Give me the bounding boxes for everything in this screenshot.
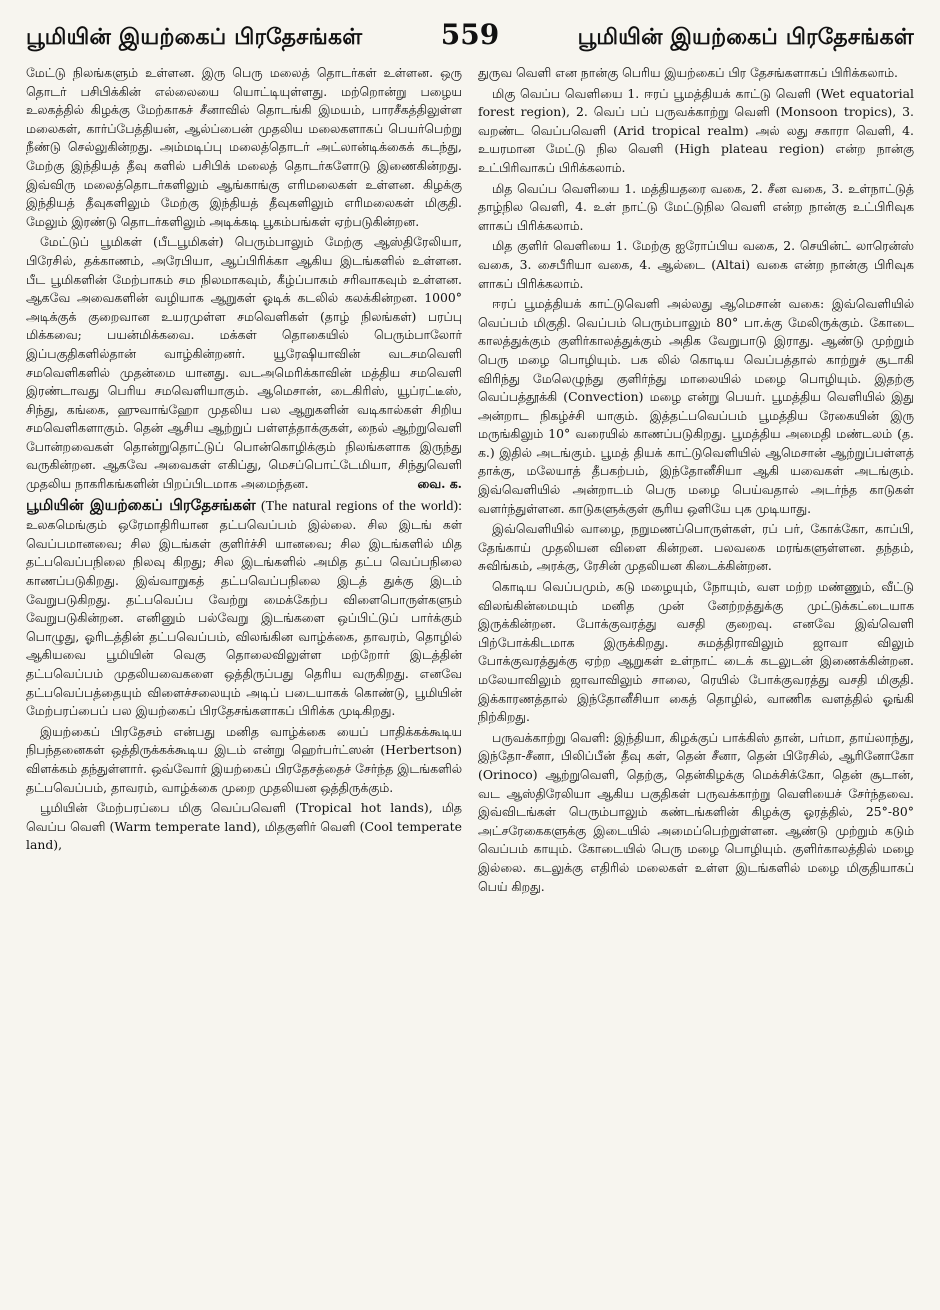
paragraph: ஈரப் பூமத்தியக் காட்டுவெளி அல்லது ஆமெசான் வகை: இவ்வெளியில் வெப்பம் மிகுதி. வெப்பம் பெரும்பாலும் 80° பா.க்கு மேலிருக்கும். கோடை காலத்துக்கும் குளிர்காலத்துக்கும் அதிக வேறுபாடு இராது. ஆண்டு முற்றும் பெரு மழை பொழியும். பக லில் கொடிய வெப்பத்தால் காற்றுச் சூடாகி விரிந்து மேலெழுந்து குளிர்ந்து மாலையில் மழை பொழியும். இதற்கு வெப்பத்தூக்கி (Convection) மழை என்று பெயர். பூமத்திய வெளியில் இது அன்றாட நிகழ்ச்சி யாகும். இத்தட்பவெப்பம் பூமத்திய ரேகையின் இரு மருங்கிலும் 10° வரையில் காணப்படுகிறது. பூமத்திய அமைதி மண்டலம் (த. க.) இதில் அடங்கும். பூமத் தியக் காட்டுவெளியில் ஆமெசான் ஆற்றுப்பள்ளத் தாக்கு, மலேயாத் தீபகற்பம், இந்தோனீசியா ஆகி யவைகள் அடங்கும். இவ்வெளியில் அன்றாடம் பெரு மழை பெய்வதால் அடர்ந்த காடுகள் வளர்ந்துள்ளன. காடுகளுக்குள் சூரிய ஒளியே புக முடியாது. [478,296,914,516]
paragraph: இயற்கைப் பிரதேசம் என்பது மனித வாழ்க்கை யைப் பாதிக்கக்கூடிய நிபந்தனைகள் ஒத்திருக்கக்கூடிய இடம் என்று ஹெர்பர்ட்ஸன் (Herbertson) விளக்கம் தந்துள்ளார். ஒவ்வோர் இயற்கைப் பிரதேசத்தைச் சேர்ந்த இடங்களில் தட்பவெப்பம், தாவரம், வாழ்க்கை முறை முதலியன ஒத்திருக்கும். [26,723,462,795]
page-number: 559 [440,18,500,51]
section-heading-tamil: பூமியின் இயற்கைப் பிரதேசங்கள் [26,495,256,514]
section-heading-english: (The natural regions of the world): [261,498,462,514]
paragraph-text: உலகமெங்கும் ஒரேமாதிரியான தட்பவெப்பம் இல்லை. சில இடங் கள் வெப்பமானவை; சில இடங்கள் குளிர்ச்சி யானவை; சில இடங்களில் மித தட்பவெப்பநிலை நிலவு கிறது; சில இடங்களில் அமித தட்ப வெப்பநிலை காணப்படுகிறது. இவ்வாறுகத் தட்பவெப்பநிலை இடத் துக்கு இடம் வேறுபடுகிறது. தட்பவெப்ப வேற்று மைக்கேற்ப விளைபொருள்களும் வேறுபடுகின்றன. எனினும் பல்வேறு இடங்களை ஒப்பிட்டுப் பார்க்கும் பொழுது, ஓரிடத்தின் தட்பவெப்பம், விலங்கின வாழ்க்கை, தாவரம், தொழில் ஆகியவை பூமியின் வெகு தொலைவிலுள்ள மற்றோர் இடத்தின் தட்பவெப்பம் முதலியவைகளை ஒத்திருப்பது தெரிய வருகிறது. எனவே தட்பவெப்பத்தையும் விளைச்சலையும் அடிப் படையாகக் கொண்டு, பூமியின் மேற்பரப்பைப் பல இயற்கைப் பிரதேசங்களாகப் பிரிக்க முடிகிறது. [26,517,462,719]
paragraph: மித குளிர் வெளியை 1. மேற்கு ஐரோப்பிய வகை, 2. செயின்ட் லாரென்ஸ் வகை, 3. சைபீரியா வகை, 4. ஆல்டை (Altai) வகை என்ற நான்கு பிரிவுக ளாகப் பிரிக்கலாம். [478,238,914,291]
right-column [478,64,914,1294]
left-column [26,64,462,1294]
right-running-title: பூமியின் இயற்கைப் பிரதேசங்கள் [577,24,914,50]
paragraph: மேட்டு நிலங்களும் உள்ளன. இரு பெரு மலைத் தொடர்கள் உள்ளன. ஒரு தொடர் பசிபிக்கின் எல்லையை யொட்டியுள்ளது. மற்றொன்று பழைய உலகத்தில் கிழக்கு மேற்காகச் சீனாவில் தொடங்கி இமயம், பாரசீகத்திலுள்ள மலைகள், கார்ப்பேத்தியன், ஆல்ப்பைன் முதலிய மலைகளாகப் பெயர்பெற்று நீண்டு செல்லுகின்றது. அம்மடிப்பு மலைத்தொடர் அட்லான்டிக்கைக் கடந்து, மேற்கு இந்தியத் தீவு களில் பசிபிக் மலைத் தொடர்களோடு இணைகின்றது. இவ்விரு மலைத்தொடர்களிலும் ஆங்காங்கு எரிமலைகள் உள்ளன. கிழக்கு இந்தியத் தீவுகளிலும் மேற்கு இந்தியத் தீவுகளிலும் எரிமலைகள் மிகுதி. மேலும் இரண்டு தொடர்களிலும் அடிக்கடி பூகம்பங்கள் ஏற்படுகின்றன. [26,65,462,229]
paragraph: மிகு வெப்ப வெளியை 1. ஈரப் பூமத்தியக் காட்டு வெளி (Wet equatorial forest region), 2. வெப் பப் பருவக்காற்று வெளி (Monsoon tropics), 3. வறண்ட வெப்பவெளி (Arid tropical realm) அல் லது சகாரா வெளி, 4. உயரமான மேட்டு நில வெளி (High plateau region) என்ற நான்கு உட்பிரிவாகப் பிரிக்கலாம். [478,85,914,175]
paragraph: கொடிய வெப்பமும், கடு மழையும், நோயும், வள மற்ற மண்ணும், வீட்டு விலங்கின்மையும் மனித முன் னேற்றத்துக்கு முட்டுக்கட்டையாக இருக்கின்றன. போக்குவரத்து வசதி குறைவு. எனவே இவ்வெளி பிற்போக்கிடமாக இருக்கிறது. சுமத்திராவிலும் ஜாவா விலும் போக்குவரத்துக்கு ஏற்ற ஆறுகள் உள்நாட் டைக் கடலுடன் இணைக்கின்றன. மலேயாவிலும் ஜாவாவிலும் சாலை, ரெயில் போக்குவரத்து வசதி மிகுதி. இக்காரணத்தால் இந்தோனீசியா கைத் தொழில், வாணிக வளத்தில் ஓங்கி நிற்கிறது. [478,579,914,725]
paragraph: துருவ வெளி என நான்கு பெரிய இயற்கைப் பிர தேசங்களாகப் பிரிக்கலாம். [478,65,898,80]
two-column-body [26,64,914,1294]
left-running-title: பூமியின் இயற்கைப் பிரதேசங்கள் [26,24,363,50]
paragraph: மித வெப்ப வெளியை 1. மத்தியதரை வகை, 2. சீன வகை, 3. உள்நாட்டுத் தாழ்நில வெளி, 4. உள் நாட்டு மேட்டுநில வெளி என்ற நான்கு உட்பிரிவுக ளாகப் பிரிக்கலாம். [478,180,914,233]
page-header [26,18,914,64]
paragraph-text: மேட்டுப் பூமிகள் (பீடபூமிகள்) பெரும்பாலும் மேற்கு ஆஸ்திரேலியா, பிரேசில், தக்காணம், அரேபியா, ஆப்பிரிக்கா ஆகிய இடங்களில் உள்ளன. பீட பூமிகளின் மேற்பாகம் சம நிலமாகவும், கீழ்ப்பாகம் சரிவாகவும் உள்ளன. ஆகவே அவைகளின் வழியாக ஆறுகள் ஓடிக் கடலில் கலக்கின்றன. 1000° அடிக்குக் குறைவான உயரமுள்ள சமவெளிகள் (தாழ் நிலங்கள்) பரப்பு மிக்கவை; பயன்மிக்கவை. மக்கள் தொகையில் பெரும்பாலோர் இப்பகுதிகளில்தான் வாழ்கின்றனர். யூரேஷியாவின் வடசமவெளி சமவெளிகளில் முதன்மை யானது. வடஅமெரிக்காவின் மத்திய சமவெளி இரண்டாவது பெரிய சமவெளியாகும். ஆமெசான், டைகிரிஸ், யூப்ரட்டீஸ், சிந்து, கங்கை, ஹுவாங்ஹோ முதலிய பல ஆறுகளின் வடிகால்கள் சிறிய சமவெளிகளாகும். தென் ஆசிய ஆற்றுப் பள்ளத்தாக்குகள், நைல் ஆற்றுவெளி போன்றவைகள் தொன்றுதொட்டுப் பொன்கொழிக்கும் நிலங்களாக இருந்து வருகின்றன. ஆகவே அவைகள் எகிப்து, மெசப்பொட்டேமியா, சிந்துவெளி முதலிய நாகரிகங்களின் பிறப்பிடமாக அமைந்தன. [26,234,462,492]
paragraph [26,233,462,493]
paragraph: இவ்வெளியில் வாழை, நறுமணப்பொருள்கள், ரப் பர், கோக்கோ, காப்பி, தேங்காய் முதலியன விளை கின்றன. பலவகை மரங்களுள்ளன. தந்தம், சுவிங்கம், அரக்கு, ரேசின் முதலியன கிடைக்கின்றன. [478,521,914,574]
author-signature: வை. க. [417,476,462,492]
paragraph: பருவக்காற்று வெளி: இந்தியா, கிழக்குப் பாக்கிஸ் தான், பர்மா, தாய்லாந்து, இந்தோ-சீனா, பிலிப்பீன் தீவு கள், தென் சீனா, தென் பிரேசில், ஆரினோகோ (Orinoco) ஆற்றுவெளி, தெற்கு, தென்கிழக்கு மெக்சிக்கோ, தென் சூடான், வட ஆஸ்திரேலியா ஆகிய பகுதிகள் பருவக்காற்று வெளியைச் சேர்ந்தவை. இவ்விடங்கள் பெரும்பாலும் கண்டங்களின் கிழக்கு ஓரத்தில், 25°-80° அட்சரேகைகளுக்கு இடையில் அமைப்பெற்றுள்ளன. ஆண்டு முற்றும் கடும் வெப்பம் காயும். கோடையில் பெரு மழை பொழியும். குளிர்காலத்தில் மழை இல்லை. கடலுக்கு எதிரில் மலைகள் உள்ள இடங்களில் மழை மிகுதியாகப் பெய் கிறது. [478,729,914,894]
section-paragraph [26,496,462,721]
paragraph: பூமியின் மேற்பரப்பை மிகு வெப்பவெளி (Tropical hot lands), மித வெப்ப வெளி (Warm temperate land), மிதகுளிர் வெளி (Cool temperate land), [26,800,462,853]
